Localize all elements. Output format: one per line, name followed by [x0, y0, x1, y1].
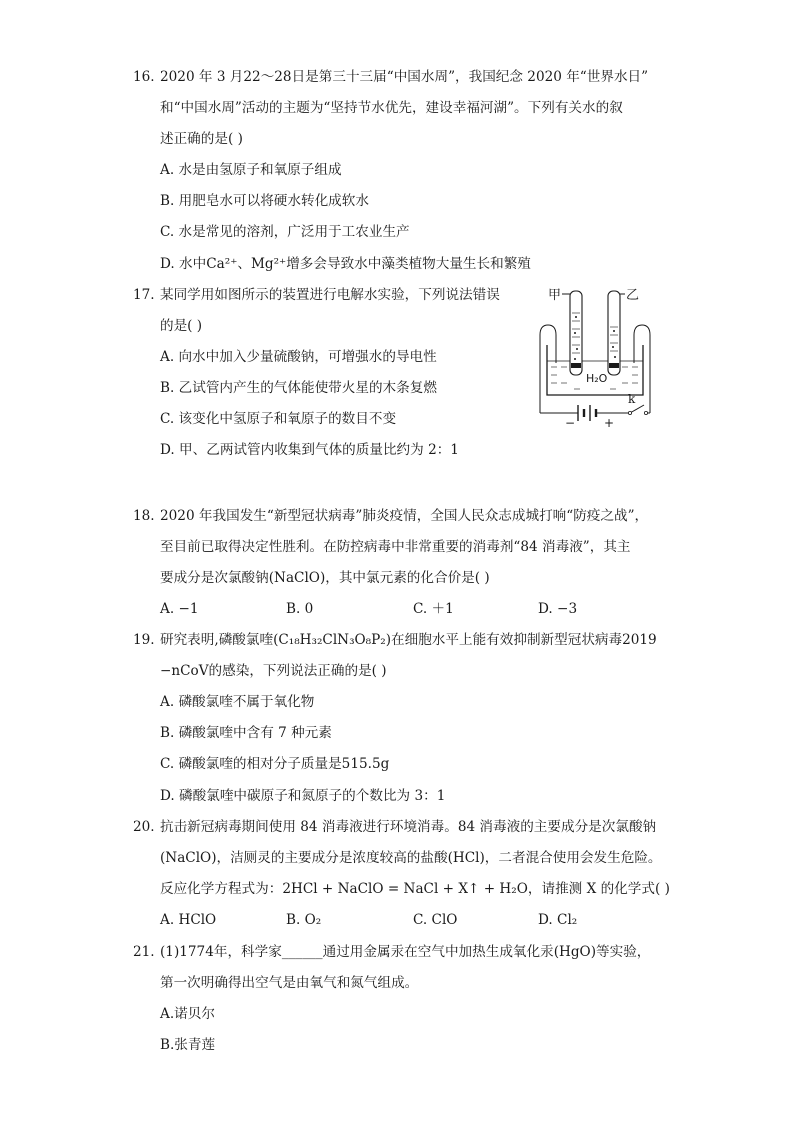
- beaker: [547, 345, 643, 395]
- electrode-jia: [571, 363, 581, 368]
- question-number: 17.: [133, 287, 155, 303]
- electrode-yi: [609, 363, 619, 368]
- question-text-line: 的是( ): [160, 318, 203, 334]
- option-a: A. 水是由氢原子和氧原子组成: [160, 162, 342, 178]
- option-c: C. ＋1: [413, 601, 454, 617]
- option-b: B. 乙试管内产生的气体能使带火星的木条复燃: [160, 380, 437, 396]
- question-text-line: 述正确的是( ): [160, 131, 243, 147]
- option-c: C. 磷酸氯喹的相对分子质量是515.5g: [160, 756, 390, 772]
- question-number: 18.: [133, 508, 155, 524]
- test-tube-yi: [608, 291, 620, 375]
- options-row: [160, 911, 620, 929]
- options-row: [160, 600, 620, 618]
- question-text-line: 反应化学方程式为：2HCl + NaClO = NaCl + X↑ + H₂O，请推测 X 的化学式( ): [160, 881, 670, 897]
- question-text-line: (1)1774年，科学家______通过用金属汞在空气中加热生成氧化汞(HgO)等实验，: [160, 944, 651, 960]
- tube-label-jia: 甲: [548, 288, 562, 303]
- question-text-line: 和“中国水周”活动的主题为“坚持节水优先，建设幸福河湖”。下列有关水的叙: [160, 100, 623, 116]
- option-a: A. −1: [160, 601, 199, 617]
- question-text-line: 2020 年 3 月22～28日是第三十三届“中国水周”，我国纪念 2020 年“世界水日”: [160, 69, 649, 85]
- question-text-line: 某同学用如图所示的装置进行电解水实验，下列说法错误: [160, 287, 500, 303]
- option-b: B. 0: [286, 601, 314, 617]
- question-number: 16.: [133, 69, 155, 85]
- question-text-line: 第一次明确得出空气是由氧气和氮气组成。: [160, 975, 419, 991]
- question-text-line: 至目前已取得决定性胜利。在防控病毒中非常重要的消毒剂“84 消毒液”，其主: [160, 539, 631, 555]
- option-d: D. −3: [538, 601, 578, 617]
- water-label: H₂O: [586, 372, 608, 385]
- question-number: 21.: [133, 944, 155, 960]
- option-d: D. Cl₂: [538, 912, 578, 928]
- option-a: A. HClO: [160, 912, 217, 928]
- switch-label: k: [628, 392, 636, 406]
- option-a: A. 向水中加入少量硫酸钠，可增强水的导电性: [160, 349, 437, 365]
- electrolysis-apparatus-figure: [534, 283, 658, 433]
- battery-minus-label: −: [565, 416, 576, 430]
- option-d: D. 水中Ca²⁺、Mg²⁺增多会导致水中藻类植物大量生长和繁殖: [160, 256, 531, 272]
- question-text-line: 抗击新冠病毒期间使用 84 消毒液进行环境消毒。84 消毒液的主要成分是次氯酸钠: [160, 819, 657, 835]
- question-number: 19.: [133, 632, 155, 648]
- option-c: C. 该变化中氢原子和氧原子的数目不变: [160, 411, 397, 427]
- tube-label-yi: 乙: [626, 288, 640, 303]
- question-number: 20.: [133, 819, 155, 835]
- question-text-line: 要成分是次氯酸钠(NaClO)，其中氯元素的化合价是( ): [160, 570, 490, 586]
- option-b: B. 磷酸氯喹中含有 7 种元素: [160, 725, 332, 741]
- option-a: A. 磷酸氯喹不属于氧化物: [160, 694, 315, 710]
- question-text-line: 研究表明,磷酸氯喹(C₁₈H₃₂ClN₃O₈P₂)在细胞水平上能有效抑制新型冠状病毒2019: [160, 632, 657, 648]
- option-b: B. O₂: [286, 912, 322, 928]
- option-d: D. 磷酸氯喹中碳原子和氮原子的个数比为 3：1: [160, 788, 446, 804]
- question-text-line: (NaClO)，洁厕灵的主要成分是浓度较高的盐酸(HCl)，二者混合使用会发生危险。: [160, 850, 662, 866]
- option-b: B.张青莲: [160, 1037, 216, 1053]
- option-c: C. ClO: [413, 912, 458, 928]
- option-c: C. 水是常见的溶剂，广泛用于工农业生产: [160, 224, 410, 240]
- question-text-line: −nCoV的感染，下列说法正确的是( ): [160, 663, 387, 679]
- question-text-line: 2020 年我国发生“新型冠状病毒”肺炎疫情，全国人民众志成城打响“防疫之战”，: [160, 508, 649, 524]
- option-d: D. 甲、乙两试管内收集到气体的质量比约为 2：1: [160, 442, 459, 458]
- battery-plus-label: +: [604, 416, 615, 430]
- option-b: B. 用肥皂水可以将硬水转化成软水: [160, 193, 369, 209]
- option-a: A.诺贝尔: [160, 1006, 215, 1022]
- switch-icon: [630, 405, 644, 413]
